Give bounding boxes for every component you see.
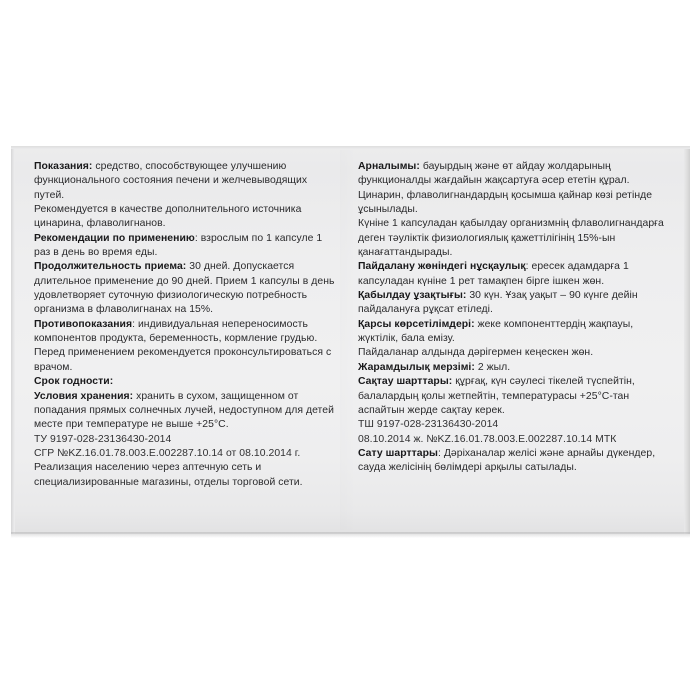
carton-right-fold-edge [684, 146, 690, 534]
kk-directions-body: : ересек адамдарға 1 капсуладан күніне 1 рет тамақпен бірге ішкен жөн. [358, 261, 629, 287]
carton-left-fold-edge [11, 146, 15, 534]
kk-block-duration [358, 289, 675, 318]
ru-directions-label: Рекомендации по применению [34, 232, 195, 244]
kk-shelf-life-label: Жарамдылық мерзімі: [358, 361, 475, 373]
ru-block-storage [34, 390, 339, 433]
kk-daily-need-body: Күніне 1 капсуладан қабылдау организмнің флаволигнандарға деген тәуліктік физиологиялық қажеттілігінің 15%-ын қанағаттандырады. [358, 218, 664, 259]
ru-indications-label: Показания: [34, 161, 93, 172]
ru-distribution-body: Реализация населению через аптечную сеть и специализированные магазины, отделы торговой сети. [34, 462, 303, 488]
ru-directions-body: : взрослым по 1 капсуле 1 раз в день во время еды. [34, 232, 323, 259]
russian-text-column [34, 160, 339, 490]
kk-reg-code-value: 08.10.2014 ж. №KZ.16.01.78.003.E.002287.10.14 МТК [358, 433, 617, 445]
ru-block-duration [34, 260, 339, 317]
ru-shelf-life-label: Срок годности: [34, 376, 114, 388]
kk-purpose-label: Арналымы: [358, 161, 420, 172]
kk-duration-body: 30 күн. Ұзақ уақыт – 90 күнге дейін пайдалануға рұқсат етіледі. [358, 290, 638, 316]
ru-tu-code-value: ТУ 9197-028-23136430-2014 [34, 433, 172, 445]
carton-drop-shadow [11, 532, 690, 538]
kk-block-directions [358, 260, 675, 289]
kk-directions-label: Пайдалану жөніндегі нұсқаулық [358, 261, 526, 273]
ru-recommended-as-body: Рекомендуется в качестве дополнительного источника цинарина, флаволигнанов. [34, 204, 302, 230]
kk-block-daily-need [358, 217, 675, 260]
kk-block-source [358, 189, 675, 218]
ru-duration-body: 30 дней. Допускается длительное применение до 90 дней. Прием 1 капсулы в день удовлетворяет суточную физиологическую потребность организма в флаволигнанах на 15%. [34, 261, 335, 316]
kk-sale-terms-body: : Дәріханалар желісі және арнайы дүкендер, сауда желісінің бөлімдері арқылы сатылады. [358, 447, 656, 474]
ru-contraindications-label: Противопоказания [34, 318, 133, 330]
kk-shelf-life-body: 2 жыл. [474, 361, 511, 373]
kk-block-purpose [358, 160, 675, 189]
ru-block-contraindications [34, 318, 339, 375]
kk-block-contraindications [358, 318, 675, 347]
ru-storage-label: Условия хранения: [34, 390, 134, 402]
kk-block-reg-code [358, 433, 675, 447]
kk-block-storage [358, 375, 675, 418]
ru-block-recommended-as [34, 203, 339, 232]
kk-contraindications-body: жеке компоненттердің жақпауы, жүктілік, бала емізу. [358, 318, 634, 345]
kk-block-consult [358, 346, 675, 360]
ru-block-sgr-code [34, 447, 339, 461]
kk-consult-body: Пайдаланар алдында дәрігермен кеңескен жөн. [358, 347, 594, 359]
kk-block-tsh-code [358, 418, 675, 432]
kk-storage-label: Сақтау шарттары: [358, 376, 453, 388]
ru-duration-label: Продолжительность приема: [34, 261, 187, 273]
bilingual-columns [11, 146, 690, 534]
kk-source-body: Цинарин, флаволигнандардың қосымша қайнар көзі ретінде ұсынылады. [358, 189, 653, 216]
carton-front-panel [11, 146, 690, 534]
ru-block-indications [34, 160, 339, 203]
kk-sale-terms-label: Сату шарттары [358, 447, 438, 459]
kk-contraindications-label: Қарсы көрсетілімдері: [358, 318, 475, 330]
ru-sgr-code-value: СГР №KZ.16.01.78.003.E.002287.10.14 от 08.10.2014 г. [34, 447, 301, 459]
ru-block-tu-code [34, 433, 339, 447]
kazakh-text-column [358, 160, 675, 476]
ru-block-distribution [34, 461, 339, 490]
ru-storage-body: хранить в сухом, защищенном от попадания прямых солнечных лучей, недоступном для детей месте при температуре не выше +25°C. [34, 390, 334, 431]
ru-block-directions [34, 232, 339, 261]
kk-storage-body: құрғақ, күн сәулесі тікелей түспейтін, балалардың қолы жетпейтін, температурасы +25°C-тан аспайтын жерде сақтау керек. [358, 376, 635, 416]
kk-duration-label: Қабылдау ұзақтығы: [358, 290, 467, 302]
ru-contraindications-body: : индивидуальная непереносимость компонентов продукта, беременность, кормление грудью. Перед применением рекомендуется проконсультироваться с врачом. [34, 318, 332, 373]
kk-block-sale-terms [358, 447, 675, 476]
ru-block-shelf-life [34, 375, 339, 389]
kk-purpose-body: бауырдың және өт айдау жолдарының функционалды жағдайын жақсартуға әсер ететін құрал. [358, 161, 630, 187]
ru-indications-body: средство, способствующее улучшению функционального состояния печени и желчевыводящих путей. [34, 161, 308, 201]
carton-top-fold-edge [11, 146, 690, 149]
kk-tsh-code-value: ТШ 9197-028-23136430-2014 [358, 419, 499, 431]
kk-block-shelf-life [358, 361, 675, 375]
